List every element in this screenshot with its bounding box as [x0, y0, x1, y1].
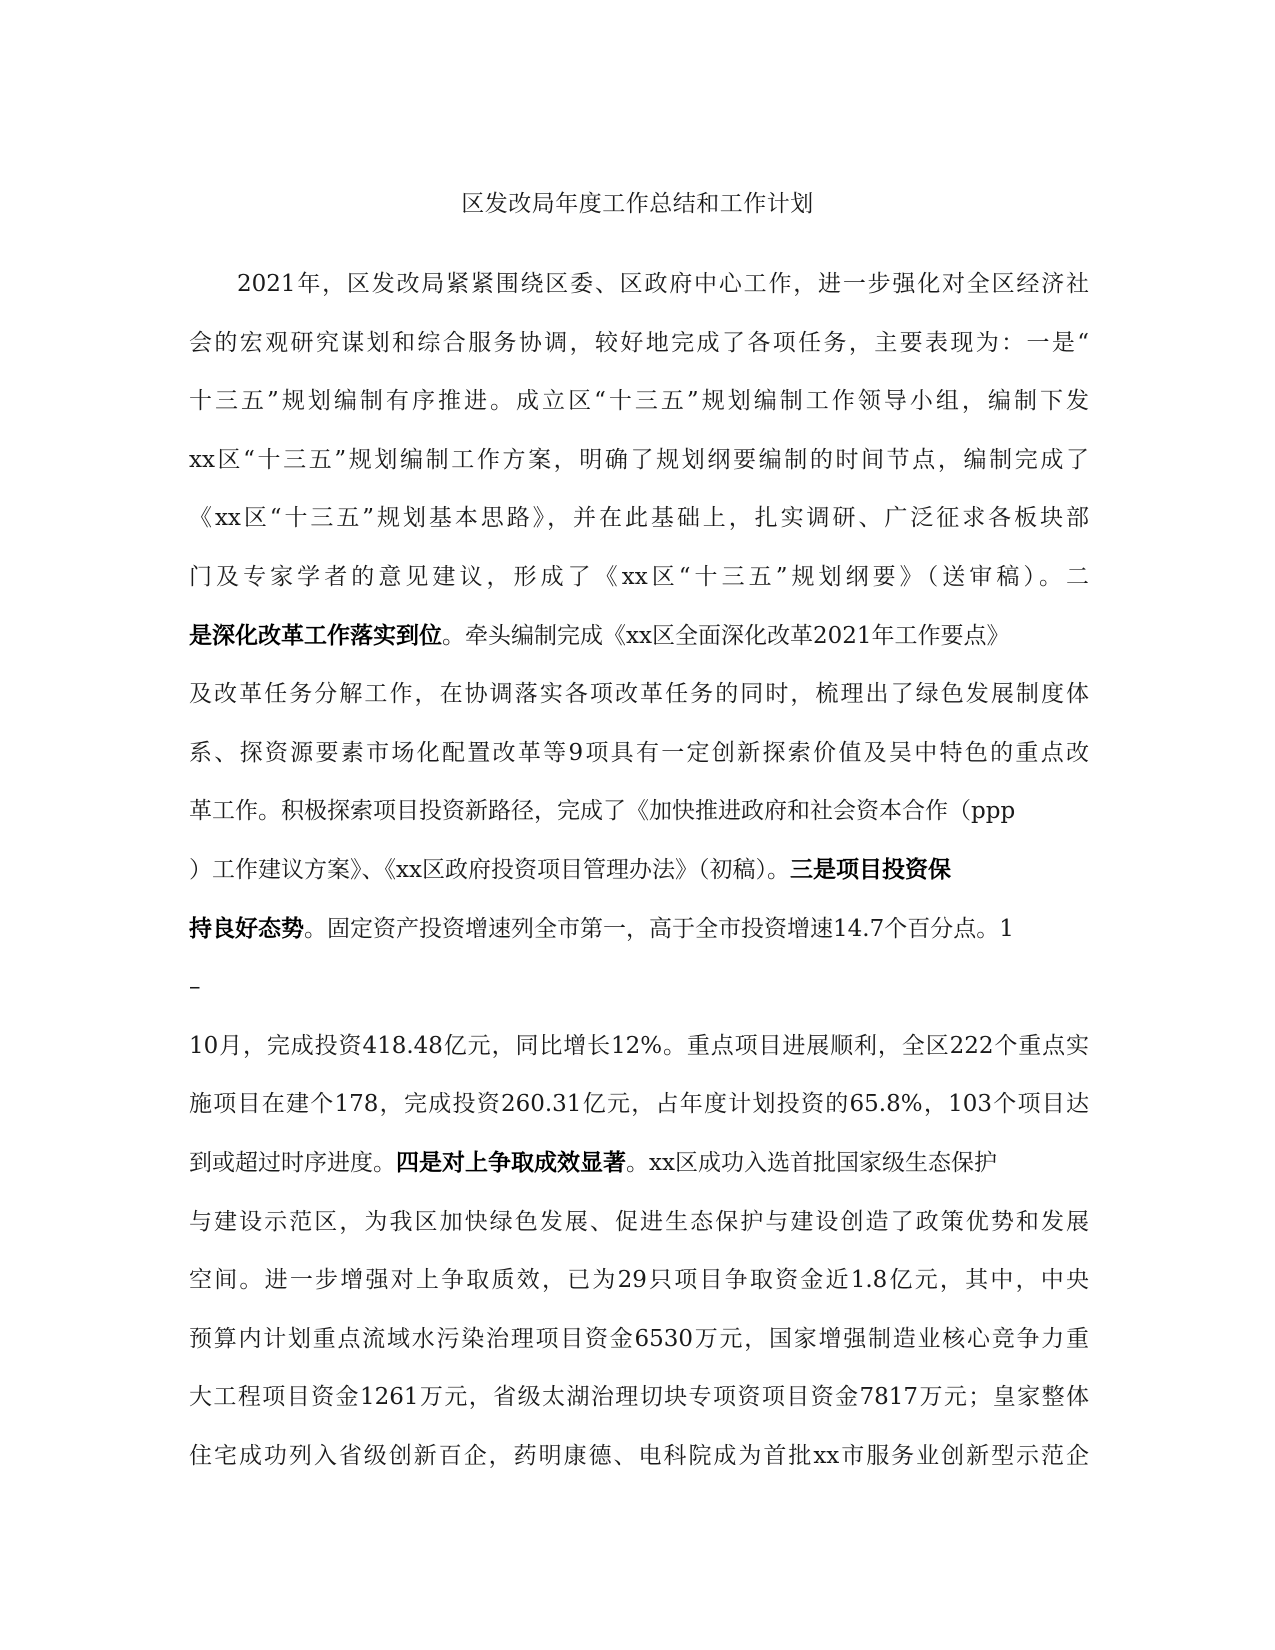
- body-line: [189, 500, 1089, 559]
- text-run: 与建设示范区，为我区加快绿色发展、促进生态保护与建设创造了政策优势和发展: [189, 1208, 1089, 1235]
- body-line: [189, 1086, 1089, 1145]
- text-run: 大工程项目资金1261万元，省级太湖治理切块专项资项目资金7817万元；皇家整体: [189, 1384, 1089, 1411]
- body-line: [189, 383, 1089, 442]
- document-title: 区发改局年度工作总结和工作计划: [461, 191, 814, 217]
- text-run: ）工作建议方案》、《xx区政府投资项目管理办法》（初稿）。: [189, 856, 790, 883]
- text-run: 。牵头编制完成《xx区全面深化改革2021年工作要点》: [442, 622, 1010, 649]
- text-run: 。xx区成功入选首批国家级生态保护: [626, 1149, 997, 1176]
- text-run: 革工作。积极探索项目投资新路径，完成了《加快推进政府和社会资本合作（ppp: [189, 798, 1016, 825]
- text-run: 施项目在建个178，完成投资260.31亿元，占年度计划投资的65.8%，103个项目达: [189, 1091, 1089, 1118]
- body-line: [189, 1438, 1089, 1497]
- highlight-heading: 是深化改革工作落实到位: [189, 622, 442, 649]
- body-line: [189, 735, 1089, 794]
- highlight-heading: 三是项目投资保: [789, 856, 951, 883]
- body-line: [189, 1262, 1089, 1321]
- body-line: [189, 1204, 1089, 1263]
- body-line: [189, 676, 1089, 735]
- body-line: [189, 442, 1089, 501]
- text-run: 10月，完成投资418.48亿元，同比增长12%。重点项目进展顺利，全区222个重点实: [189, 1032, 1089, 1059]
- body-line: [189, 793, 1089, 852]
- text-run: 2021年，区发改局紧紧围绕区委、区政府中心工作，进一步强化对全区经济社: [237, 271, 1089, 297]
- text-run: 及改革任务分解工作，在协调落实各项改革任务的同时，梳理出了绿色发展制度体: [189, 681, 1089, 708]
- text-run: 空间。进一步增强对上争取质效，已为29只项目争取资金近1.8亿元，其中，中央: [189, 1267, 1089, 1294]
- highlight-heading: 持良好态势: [189, 915, 304, 942]
- body-line: [189, 1145, 1089, 1204]
- text-run: 系、探资源要素市场化配置改革等9项具有一定创新探索价值及吴中特色的重点改: [189, 739, 1089, 766]
- text-run: 门及专家学者的意见建议，形成了《xx区“十三五”规划纲要》（送审稿）。二: [189, 563, 1089, 590]
- highlight-heading: 四是对上争取成效显著: [396, 1149, 626, 1176]
- body-line: [189, 325, 1089, 384]
- body-line: [189, 618, 1089, 677]
- text-run: 。固定资产投资增速列全市第一，高于全市投资增速14.7个百分点。1: [304, 915, 1014, 942]
- body-line: [189, 559, 1089, 618]
- body-line: [189, 852, 1089, 911]
- body-line: [189, 1379, 1089, 1438]
- text-run: 到或超过时序进度。: [189, 1149, 396, 1176]
- text-run: 会的宏观研究谋划和综合服务协调，较好地完成了各项任务，主要表现为：一是“: [189, 329, 1089, 356]
- text-run: –: [189, 974, 201, 1001]
- body-line: [189, 266, 1089, 325]
- text-run: 十三五”规划编制有序推进。成立区“十三五”规划编制工作领导小组，编制下发: [189, 388, 1089, 415]
- text-run: 预算内计划重点流域水污染治理项目资金6530万元，国家增强制造业核心竞争力重: [189, 1325, 1089, 1352]
- body-line: [189, 1028, 1089, 1087]
- text-run: 住宅成功列入省级创新百企，药明康德、电科院成为首批xx市服务业创新型示范企: [189, 1442, 1089, 1469]
- text-run: 《xx区“十三五”规划基本思路》，并在此基础上，扎实调研、广泛征求各板块部: [189, 505, 1089, 532]
- document-body: [189, 266, 1089, 1496]
- body-line: [189, 1321, 1089, 1380]
- body-line: [189, 969, 1089, 1028]
- text-run: xx区“十三五”规划编制工作方案，明确了规划纲要编制的时间节点，编制完成了: [189, 446, 1089, 473]
- body-line: [189, 911, 1089, 970]
